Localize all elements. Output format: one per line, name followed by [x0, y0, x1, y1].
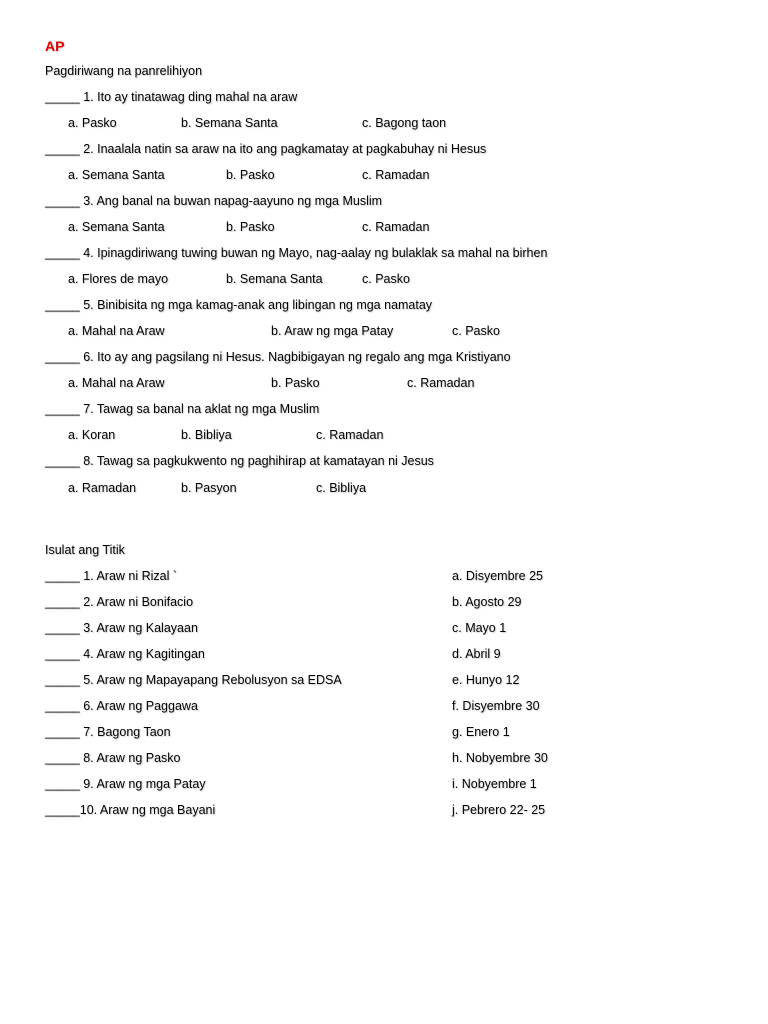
q6-option-c: c. Ramadan: [407, 376, 475, 390]
question-1: _____ 1. Ito ay tinatawag ding mahal na araw: [45, 90, 298, 104]
match-answer-b: b. Agosto 29: [452, 595, 522, 609]
matching-heading: Isulat ang Titik: [45, 543, 125, 557]
question-7: _____ 7. Tawag sa banal na aklat ng mga Muslim: [45, 402, 320, 416]
match-answer-c: c. Mayo 1: [452, 621, 507, 635]
q1-option-a: a. Pasko: [68, 116, 117, 130]
match-answer-i: i. Nobyembre 1: [452, 777, 537, 791]
match-item-8: _____ 8. Araw ng Pasko: [45, 751, 181, 765]
page-title: AP: [45, 38, 65, 54]
match-item-3: _____ 3. Araw ng Kalayaan: [45, 621, 198, 635]
question-8: _____ 8. Tawag sa pagkukwento ng paghihirap at kamatayan ni Jesus: [45, 454, 434, 468]
q7-option-c: c. Ramadan: [316, 428, 384, 442]
section-subtitle: Pagdiriwang na panrelihiyon: [45, 64, 203, 78]
match-item-7: _____ 7. Bagong Taon: [45, 725, 171, 739]
question-5: _____ 5. Binibisita ng mga kamag-anak ang libingan ng mga namatay: [45, 298, 433, 312]
q6-option-b: b. Pasko: [271, 376, 320, 390]
q6-option-a: a. Mahal na Araw: [68, 376, 165, 390]
q4-option-a: a. Flores de mayo: [68, 272, 169, 286]
match-answer-d: d. Abril 9: [452, 647, 501, 661]
q3-option-a: a. Semana Santa: [68, 220, 165, 234]
match-answer-h: h. Nobyembre 30: [452, 751, 548, 765]
q3-option-b: b. Pasko: [226, 220, 275, 234]
question-3: _____ 3. Ang banal na buwan napag-aayuno ng mga Muslim: [45, 194, 383, 208]
match-answer-g: g. Enero 1: [452, 725, 510, 739]
q4-option-c: c. Pasko: [362, 272, 410, 286]
match-answer-a: a. Disyembre 25: [452, 569, 544, 583]
q8-option-c: c. Bibliya: [316, 481, 367, 495]
q2-option-b: b. Pasko: [226, 168, 275, 182]
q1-option-c: c. Bagong taon: [362, 116, 447, 130]
match-answer-j: j. Pebrero 22- 25: [452, 803, 546, 817]
q3-option-c: c. Ramadan: [362, 220, 430, 234]
match-item-6: _____ 6. Araw ng Paggawa: [45, 699, 198, 713]
q2-option-c: c. Ramadan: [362, 168, 430, 182]
q2-option-a: a. Semana Santa: [68, 168, 165, 182]
q7-option-a: a. Koran: [68, 428, 116, 442]
match-item-10: _____10. Araw ng mga Bayani: [45, 803, 216, 817]
question-4: _____ 4. Ipinagdiriwang tuwing buwan ng Mayo, nag-aalay ng bulaklak sa mahal na birhen: [45, 246, 548, 260]
q8-option-a: a. Ramadan: [68, 481, 137, 495]
q5-option-a: a. Mahal na Araw: [68, 324, 165, 338]
match-answer-e: e. Hunyo 12: [452, 673, 520, 687]
match-item-4: _____ 4. Araw ng Kagitingan: [45, 647, 205, 661]
q8-option-b: b. Pasyon: [181, 481, 237, 495]
match-item-9: _____ 9. Araw ng mga Patay: [45, 777, 206, 791]
q5-option-c: c. Pasko: [452, 324, 500, 338]
q7-option-b: b. Bibliya: [181, 428, 232, 442]
q1-option-b: b. Semana Santa: [181, 116, 278, 130]
question-6: _____ 6. Ito ay ang pagsilang ni Hesus. Nagbibigayan ng regalo ang mga Kristiyano: [45, 350, 511, 364]
question-2: _____ 2. Inaalala natin sa araw na ito ang pagkamatay at pagkabuhay ni Hesus: [45, 142, 487, 156]
match-item-2: _____ 2. Araw ni Bonifacio: [45, 595, 194, 609]
match-item-1: _____ 1. Araw ni Rizal `: [45, 569, 178, 583]
match-item-5: _____ 5. Araw ng Mapayapang Rebolusyon sa EDSA: [45, 673, 342, 687]
q4-option-b: b. Semana Santa: [226, 272, 323, 286]
q5-option-b: b. Araw ng mga Patay: [271, 324, 394, 338]
match-answer-f: f. Disyembre 30: [452, 699, 540, 713]
